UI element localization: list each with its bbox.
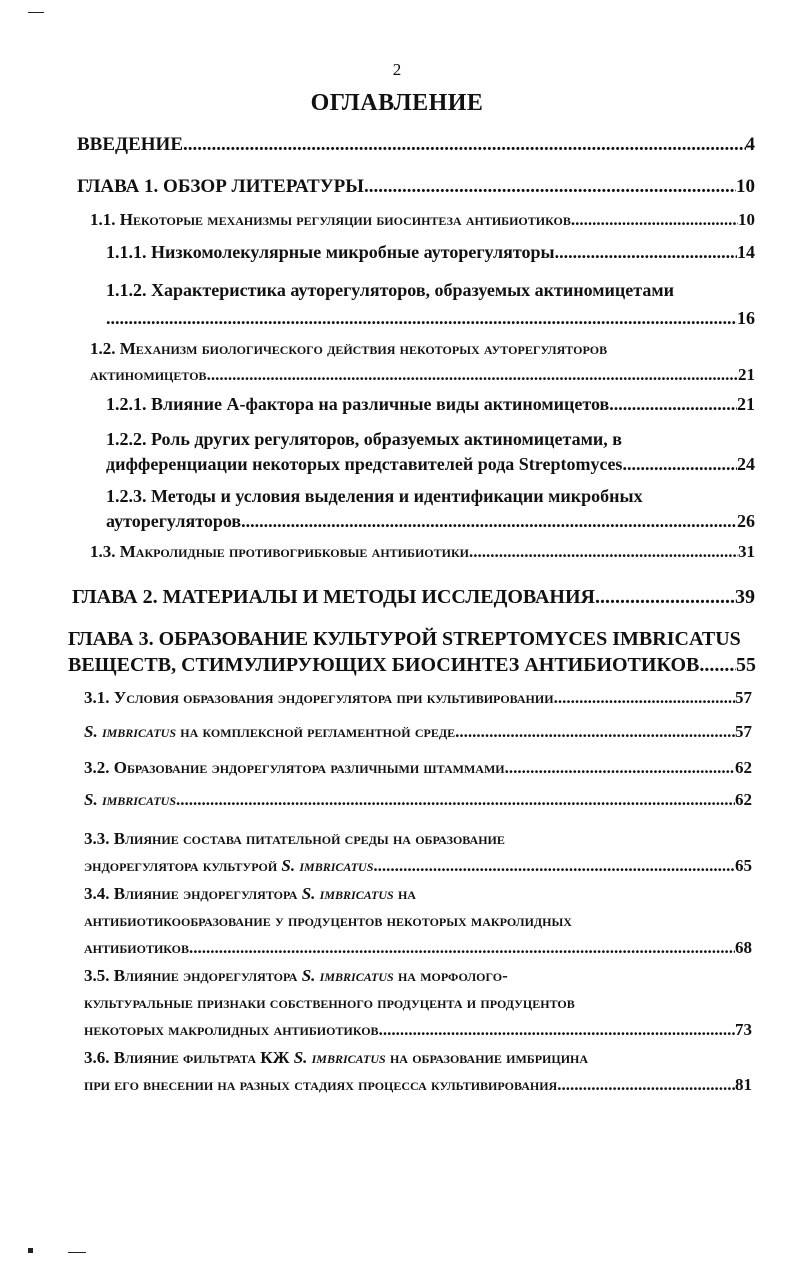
toc-entry-3-6[interactable] <box>84 1044 752 1098</box>
toc-entry-3-2-cont[interactable] <box>84 790 752 810</box>
entry-page: 65 <box>735 856 752 875</box>
entry-page: 57 <box>735 688 752 707</box>
entry-number: 3.4. <box>84 884 114 903</box>
entry-number: 3.6. <box>84 1048 114 1067</box>
entry-title-cont: при его внесении на разных стадиях процесса культивирования <box>84 1075 558 1094</box>
entry-number: 3.3. <box>84 829 114 848</box>
entry-species: S. imbricatus <box>84 790 176 809</box>
entry-number: 3.5. <box>84 966 114 985</box>
toc-entry-intro[interactable] <box>77 134 755 156</box>
entry-title: ГЛАВА 2. МАТЕРИАЛЫ И МЕТОДЫ ИССЛЕДОВАНИЯ <box>72 586 595 608</box>
entry-title-cont: ВЕЩЕСТВ, СТИМУЛИРУЮЩИХ БИОСИНТЕЗ АНТИБИОТИКОВ <box>68 654 700 676</box>
toc-entry-1-2-1[interactable] <box>106 394 755 415</box>
entry-title: 1.1.2. Характеристика ауторегуляторов, образуемых актиномицетами <box>106 280 674 300</box>
entry-title: ГЛАВА 3. ОБРАЗОВАНИЕ КУЛЬТУРОЙ STREPTOMYCES IMBRICATUS <box>68 628 741 650</box>
toc-entry-chapter-1[interactable] <box>77 176 755 198</box>
entry-page: 4 <box>745 134 755 155</box>
toc-entry-1-1[interactable] <box>90 210 755 230</box>
scan-mark <box>68 1252 86 1253</box>
entry-title-tail: на образование имбрицина <box>385 1048 589 1067</box>
entry-species: S. imbricatus <box>301 884 394 903</box>
entry-title: ГЛАВА 1. ОБЗОР ЛИТЕРАТУРЫ <box>77 176 364 197</box>
entry-title-cont2: некоторых макролидных антибиотиков <box>84 1020 379 1039</box>
scan-mark <box>28 12 44 13</box>
entry-number: 3.1. <box>84 688 114 707</box>
entry-page: 26 <box>737 511 755 531</box>
entry-title: на комплексной регламентной среде <box>176 722 456 741</box>
scan-mark <box>28 1248 33 1253</box>
entry-page: 21 <box>738 365 755 384</box>
entry-title-cont: культуральные признаки собственного продуцента и продуцентов <box>84 993 575 1012</box>
toc-entry-1-2-3[interactable] <box>106 484 755 534</box>
toc-entry-3-2[interactable] <box>84 758 752 778</box>
toc-entry-3-1-cont[interactable] <box>84 722 752 742</box>
toc-entry-1-2-2[interactable] <box>106 427 755 477</box>
entry-species: S. imbricatus <box>293 1048 386 1067</box>
entry-page: 57 <box>735 722 752 741</box>
page-number: 2 <box>392 60 402 79</box>
entry-title-cont: эндорегулятора культурой <box>84 856 282 875</box>
entry-title: Влияние эндорегулятора <box>113 884 302 903</box>
entry-title-tail: на морфолого- <box>393 966 508 985</box>
toc-entry-3-3[interactable] <box>84 825 752 879</box>
entry-species: S. imbricatus <box>281 856 374 875</box>
entry-title: Влияние эндорегулятора <box>113 966 302 985</box>
entry-page: 10 <box>736 176 755 197</box>
entry-title: Некоторые механизмы регуляции биосинтеза антибиотиков <box>119 210 571 229</box>
entry-title-tail: на <box>393 884 416 903</box>
entry-page: 10 <box>738 210 755 229</box>
toc-entry-chapter-3[interactable] <box>68 626 756 678</box>
entry-species: S. imbricatus <box>301 966 394 985</box>
entry-species: S. imbricatus <box>84 722 176 741</box>
entry-title: ВВЕДЕНИЕ <box>77 134 183 155</box>
entry-title-cont: дифференциации некоторых представителей рода Streptomyces <box>106 454 623 474</box>
entry-number: 1.1. <box>90 210 120 229</box>
toc-entry-1-2[interactable] <box>90 336 755 388</box>
toc-entry-3-1[interactable] <box>84 688 752 708</box>
entry-title: Влияние состава питательной среды на образование <box>113 829 505 848</box>
entry-title: Макролидные противогрибковые антибиотики <box>119 542 469 561</box>
toc-entry-chapter-2[interactable] <box>72 586 755 609</box>
entry-page: 62 <box>735 790 752 809</box>
entry-title-cont: антибиотикообразование у продуцентов некоторых макролидных <box>84 911 572 930</box>
entry-title: 1.2.3. Методы и условия выделения и идентификации микробных <box>106 486 643 506</box>
toc-entry-3-5[interactable] <box>84 962 752 1043</box>
entry-title: Механизм биологического действия некоторых ауторегуляторов <box>119 339 608 358</box>
toc-entry-1-1-2[interactable] <box>106 276 755 332</box>
entry-page: 21 <box>737 394 755 414</box>
entry-number: 1.2. <box>90 339 120 358</box>
toc-entry-3-4[interactable] <box>84 880 752 961</box>
entry-page: 62 <box>735 758 752 777</box>
entry-title: Влияние фильтрата КЖ <box>113 1048 294 1067</box>
toc-entry-1-3[interactable] <box>90 542 755 562</box>
entry-number: 3.2. <box>84 758 114 777</box>
entry-title-cont: актиномицетов <box>90 365 207 384</box>
entry-title: 1.1.1. Низкомолекулярные микробные ауторегуляторы <box>106 242 555 262</box>
entry-page: 16 <box>737 308 755 328</box>
entry-page: 14 <box>737 242 755 262</box>
toc-entry-1-1-1[interactable] <box>106 242 755 263</box>
entry-page: 68 <box>735 938 752 957</box>
entry-page: 81 <box>735 1075 752 1094</box>
entry-page: 39 <box>735 586 755 608</box>
entry-page: 73 <box>735 1020 752 1039</box>
entry-title: Условия образования эндорегулятора при культивировании <box>113 688 554 707</box>
entry-page: 55 <box>736 654 756 676</box>
entry-title: 1.2.2. Роль других регуляторов, образуемых актиномицетами, в <box>106 429 622 449</box>
entry-title-cont: ауторегуляторов <box>106 511 242 531</box>
entry-page: 24 <box>737 454 755 474</box>
entry-page: 31 <box>738 542 755 561</box>
toc-title: ОГЛАВЛЕНИЕ <box>310 90 484 116</box>
entry-title: Образование эндорегулятора различными штаммами <box>113 758 505 777</box>
entry-number: 1.3. <box>90 542 120 561</box>
entry-title: 1.2.1. Влияние А-фактора на различные виды актиномицетов <box>106 394 610 414</box>
entry-title-cont2: антибиотиков <box>84 938 190 957</box>
